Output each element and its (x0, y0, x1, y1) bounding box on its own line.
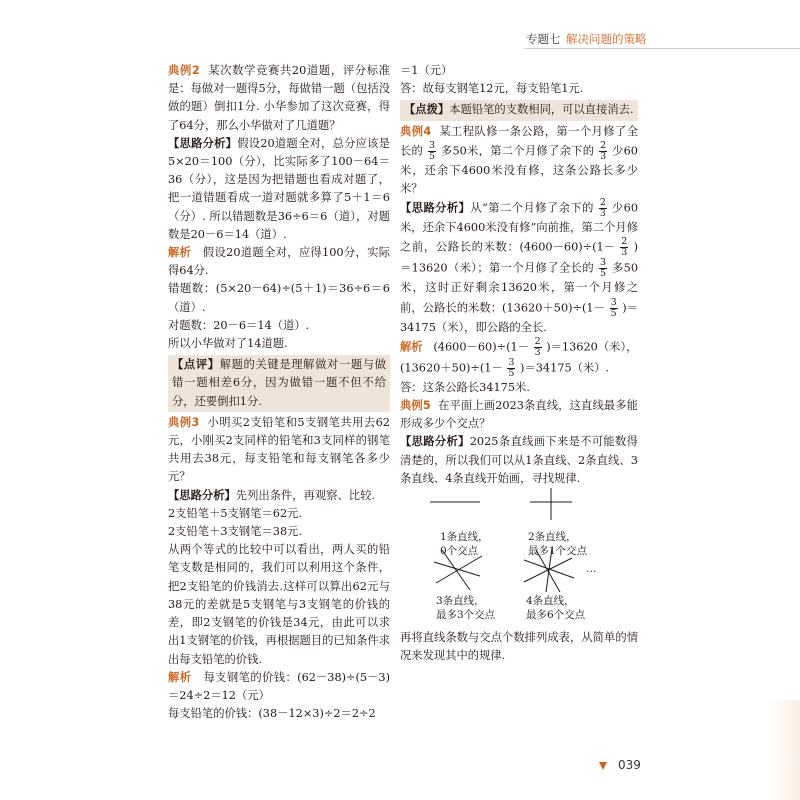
example-3-analysis (168, 487, 390, 505)
fig-caption-2: 2条直线， 最多1个交点 (528, 531, 588, 558)
analysis-tag: 【思路分析】 (168, 136, 238, 150)
fraction: $\frac{2}{3}$ (534, 335, 541, 358)
analysis-tag: 【思路分析】 (168, 488, 236, 502)
analysis-text: 多50米，这时正好剩余13620米，第一个月修之前，公路长的米数：(13620＋50)÷(1－ (400, 261, 639, 315)
example-3-question (168, 414, 390, 487)
analysis-paragraph: 从两个等式的比较中可以看出，两人买的铅笔支数是相同的，我们可以利用这个条件，把2支铅笔的价钱消去.这样可以算出62元与38元的差就是5支钢笔与3支钢笔的价钱的差，即2支钢笔的价钱是34元，由此可以求出1支钢笔的价钱，再根据题目的已知条件求出每支铅笔的价钱. (168, 543, 390, 666)
answer-line: 答：故每支钢笔12元，每支铅笔1元. (400, 82, 584, 96)
line-3a (434, 562, 480, 576)
example-2-solution (168, 244, 390, 280)
solution-line: 每支铅笔的价钱：(38－12×3)÷2＝2÷2 (168, 707, 376, 721)
analysis-text: 从“第二个月修了余下的 (470, 201, 594, 215)
fraction: $\frac{2}{3}$ (621, 236, 628, 259)
page-header (0, 29, 800, 49)
line-3b (436, 556, 482, 583)
tip-box (400, 100, 638, 120)
example-5-label: 典例5 (400, 399, 431, 413)
example-4-text: 少60米，还余下4600米没有修，这条公路长多少米？ (400, 144, 638, 196)
lines-figure (400, 488, 638, 623)
example-3-label: 典例3 (168, 415, 200, 429)
fraction: $\frac{2}{3}$ (599, 197, 606, 220)
solution-line: 假设20道题全对，应得100分，实际得64分. (168, 246, 390, 278)
left-column (168, 62, 390, 723)
solution-line: 错题数：(5×20－64)÷(5＋1)＝36÷6＝6（道）. (168, 282, 390, 314)
example-3-solution (168, 669, 390, 705)
solution-label: 解析 (168, 246, 192, 260)
chapter-title: 解决问题的策略 (566, 32, 647, 46)
analysis-line: 先列出条件，再观察、比较. (235, 488, 375, 502)
example-2-question (168, 62, 390, 135)
example-5-question (400, 397, 638, 433)
solution-line: 每支钢笔的价钱：(62－38)÷(5－3)＝24÷2＝12（元） (168, 670, 390, 702)
fig-ellipsis: … (586, 563, 597, 576)
solution-line (400, 358, 638, 379)
comment-tag: 【点评】 (172, 358, 220, 372)
analysis-tag: 【思路分析】 (400, 201, 471, 215)
comment-box (168, 355, 390, 412)
answer-line: 答：这条公路长34175米. (400, 380, 530, 394)
analysis-text: )＝34175（米），即公路的全长. (400, 301, 638, 334)
fig-caption-1: 1条直线， 0个交点 (440, 531, 489, 558)
example-4-label: 典例4 (400, 124, 432, 138)
analysis-paragraph: 再将直线条数与交点个数排列成表，从简单的情况来发现其中的规律. (400, 631, 638, 663)
fig-caption-3: 3条直线， 最多3个交点 (436, 595, 496, 622)
example-2-analysis (168, 135, 390, 244)
fraction: $\frac{3}{5}$ (610, 296, 617, 319)
example-3-text: 小明买2支铅笔和5支钢笔共用去62元，小刚买2支同样的铅笔和3支同样的钢笔共用去38元，每支铅笔和每支钢笔各多少元？ (168, 415, 390, 484)
page-number: 039 (618, 758, 641, 772)
example-2-label: 典例2 (168, 64, 200, 77)
example-5-text: 在平面上画2023条直线，这直线最多能形成多少个交点？ (400, 399, 638, 431)
solution-label: 解析 (400, 340, 423, 354)
analysis-line: 2支铅笔＋3支钢笔＝38元. (168, 525, 303, 539)
fraction: $\frac{3}{5}$ (428, 139, 436, 162)
solution-text: (4600－60)÷(1－ (433, 340, 529, 354)
analysis-text: 少60米，还余下4600米没有修”向前推，第二个月修之前，公路长的米数：(4600－60)÷(1－ (400, 201, 639, 254)
solution-label: 解析 (168, 670, 192, 684)
example-4-analysis (400, 198, 638, 337)
solution-text: (13620＋50)÷(1－ (400, 361, 503, 375)
chapter-label: 专题七 (526, 32, 561, 46)
tip-text: 本题铅笔的支数相同，可以直接消去. (449, 103, 634, 117)
example-4-text: 多50米，第二个月修了余下的 (440, 144, 595, 158)
corner-marker-icon (599, 762, 607, 770)
solution-line: ＝1（元） (400, 64, 453, 77)
example-2-text: 某次数学竞赛共20道题，评分标准是：每做对一题得5分，每做错一题（包括没做的题）倒扣1分. 小华参加了这次竞赛，得了64分，那么小华做对了几道题？ (168, 64, 390, 132)
right-column (400, 62, 638, 665)
analysis-text: )＝13620（米）；第一个月修了全长的 (400, 240, 639, 275)
fig-caption-4: 4条直线， 最多6个交点 (526, 595, 586, 622)
solution-text: )＝13620（米）， (546, 340, 638, 354)
tip-tag: 【点拨】 (404, 103, 450, 117)
example-4-text: 某工程队修一条公路，第一个月修了全长的 (400, 124, 638, 158)
analysis-line: 2支铅笔＋5支钢笔＝62元. (168, 506, 303, 520)
fraction: $\frac{3}{5}$ (599, 257, 606, 280)
solution-line: 对题数：20－6＝14（道）. (168, 318, 310, 332)
fraction: $\frac{3}{5}$ (508, 356, 515, 379)
example-2-analysis-text: 假设20道题全对，总分应该是5×20＝100（分），比实际多了100－64＝36（分），这是因为把错题也看成对题了，把一道错题看成一道对题就多算了5＋1＝6（分）. 所以错题数是36÷6＝6（道），对题数是20－6＝14（道）. (168, 136, 390, 241)
comment-text: 解题的关键是理解做对一题与做错一题相差6分，因为做错一题不但不给分，还要倒扣1分. (172, 358, 386, 408)
analysis-text: 2025条直线画下来是不可能数得清楚的，所以我们可以从1条直线、2条直线、3条直线、4条直线开始画，寻找规律. (400, 435, 638, 485)
solution-line: 所以小华做对了14道题. (168, 337, 288, 351)
example-4-question (400, 123, 638, 199)
fraction: $\frac{2}{3}$ (600, 139, 607, 162)
header-rule (524, 48, 800, 49)
example-5-analysis (400, 433, 638, 488)
example-4-solution (400, 337, 638, 358)
page-edge-shade (770, 700, 800, 800)
solution-text: )＝34175（米）. (520, 361, 610, 375)
analysis-tag: 【思路分析】 (400, 435, 470, 449)
